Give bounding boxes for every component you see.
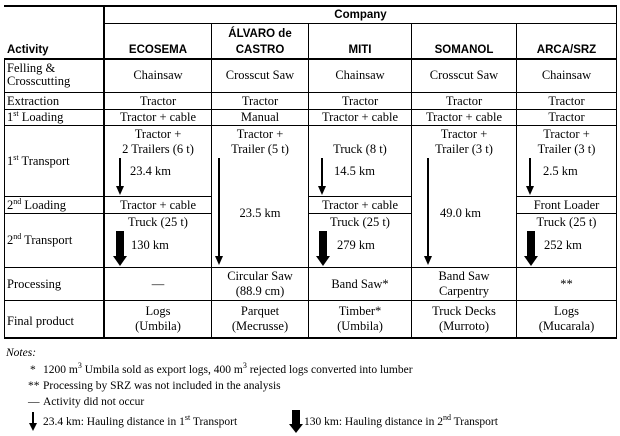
- note-star-mark: *: [30, 364, 36, 376]
- thick-down-arrow-icon: [524, 231, 538, 267]
- transport1-somanol-line2: Trailer (3 t): [435, 142, 493, 156]
- loading2-arca: Front Loader: [533, 198, 600, 212]
- final-somanol-line2: (Murroto): [439, 319, 489, 333]
- transport1-arca-distance: 2.5 km: [543, 164, 578, 178]
- row-rule-transport2: [308, 213, 411, 214]
- processing-miti: Band Saw*: [331, 277, 389, 291]
- company-miti: MITI: [348, 44, 372, 56]
- note-double-star-mark: **: [28, 380, 40, 392]
- processing-alvaro-line2: (88.9 cm): [235, 284, 285, 298]
- legend-thick-arrow-icon: [289, 410, 303, 434]
- activity-processing: Processing: [7, 277, 62, 291]
- transport1-alvaro-line1: Tractor +: [236, 127, 284, 141]
- company-alvaro-line2: CASTRO: [235, 44, 285, 56]
- processing-alvaro-line1: Circular Saw: [227, 269, 293, 283]
- processing-arca: **: [560, 277, 573, 291]
- thin-down-arrow-icon: [214, 158, 224, 266]
- felling-somanol: Crosscut Saw: [429, 68, 499, 82]
- transport2-ecosema-distance: 130 km: [131, 238, 169, 252]
- row-rule-transport2: [516, 213, 617, 214]
- row-rule: [4, 267, 617, 268]
- final-ecosema-line1: Logs: [145, 304, 171, 318]
- company-header: Company: [334, 9, 387, 21]
- thin-down-arrow-icon: [317, 158, 327, 196]
- felling-alvaro: Crosscut Saw: [225, 68, 295, 82]
- extraction-arca: Tractor: [548, 94, 585, 108]
- final-arca-line1: Logs: [554, 304, 579, 318]
- table-border-top: [4, 5, 617, 7]
- final-ecosema-line2: (Umbila): [135, 319, 181, 333]
- note-dash-text: Activity did not occur: [43, 396, 145, 408]
- row-rule-transport2: [4, 213, 211, 214]
- transport1-alvaro-line2: Trailer (5 t): [231, 142, 289, 156]
- legend-second-transport: 130 km: Hauling distance in 2nd Transport: [304, 413, 498, 428]
- extraction-alvaro: Tractor: [241, 94, 279, 108]
- final-alvaro-line1: Parquet: [240, 304, 280, 318]
- row-rule: [4, 300, 617, 301]
- activity-transport2: 2nd Transport: [7, 231, 73, 247]
- processing-somanol-line1: Band Saw: [438, 269, 490, 283]
- activity-transport1: 1st Transport: [7, 152, 70, 168]
- loading2-ecosema: Tractor + cable: [119, 198, 196, 212]
- activity-loading1: 1st Loading: [7, 108, 64, 124]
- legend-first-transport: 23.4 km: Hauling distance in 1st Transport: [43, 413, 238, 428]
- transport1-ecosema-line2: 2 Trailers (6 t): [122, 142, 194, 156]
- extraction-somanol: Tractor: [445, 94, 483, 108]
- transport1-ecosema-line1: Tractor +: [134, 127, 182, 141]
- transport2-arca-line1: Truck (25 t): [536, 215, 597, 229]
- activity-header: Activity: [7, 44, 49, 56]
- final-miti-line1: Timber*: [338, 304, 382, 318]
- activity-loading2: 2nd Loading: [7, 196, 67, 212]
- transport1-somanol-line1: Tractor +: [440, 127, 488, 141]
- row-rule: [4, 92, 617, 93]
- loading2-miti: Tractor + cable: [321, 198, 398, 212]
- row-rule-loading2: [308, 196, 411, 197]
- legend-thin-arrow-icon: [28, 412, 38, 432]
- loading1-ecosema: Tractor + cable: [119, 110, 196, 124]
- felling-ecosema: Chainsaw: [133, 68, 183, 82]
- final-miti-line2: (Umbila): [337, 319, 383, 333]
- company-ecosema: ECOSEMA: [128, 44, 188, 56]
- row-rule-loading2: [516, 196, 617, 197]
- transport2-somanol-distance: 49.0 km: [440, 206, 481, 220]
- table-border-bottom: [4, 337, 617, 339]
- transport2-ecosema-line1: Truck (25 t): [128, 215, 188, 229]
- company-header-rule: [104, 23, 617, 24]
- row-rule: [4, 125, 617, 126]
- transport1-ecosema-distance: 23.4 km: [130, 164, 171, 178]
- note-dash-mark: —: [28, 396, 40, 408]
- thin-down-arrow-icon: [525, 158, 535, 196]
- processing-ecosema: —: [151, 277, 165, 291]
- final-arca-line2: (Mucarala): [538, 319, 595, 333]
- transport1-arca-line1: Tractor +: [543, 127, 590, 141]
- transport2-miti-distance: 279 km: [337, 238, 375, 252]
- felling-miti: Chainsaw: [335, 68, 385, 82]
- thick-down-arrow-icon: [316, 231, 330, 267]
- row-rule-loading2: [4, 196, 211, 197]
- extraction-ecosema: Tractor: [139, 94, 177, 108]
- activity-final-product: Final product: [7, 314, 75, 328]
- felling-arca: Chainsaw: [541, 68, 592, 82]
- processing-somanol-line2: Carpentry: [439, 284, 489, 298]
- company-alvaro-line1: ÁLVARO de: [228, 28, 292, 40]
- header-rule: [4, 58, 617, 60]
- thick-down-arrow-icon: [113, 231, 127, 267]
- note-double-star-text: Processing by SRZ was not included in the analysis: [43, 380, 281, 392]
- loading1-arca: Tractor: [548, 110, 585, 124]
- process-table: [4, 5, 617, 339]
- company-somanol: SOMANOL: [434, 44, 494, 56]
- final-somanol-line1: Truck Decks: [432, 304, 496, 318]
- transport2-miti-line1: Truck (25 t): [330, 215, 390, 229]
- thin-down-arrow-icon: [423, 158, 433, 266]
- extraction-miti: Tractor: [341, 94, 379, 108]
- table-border-right: [616, 5, 617, 339]
- activity-extraction: Extraction: [7, 94, 60, 108]
- activity-crosscutting: Crosscutting: [7, 74, 71, 88]
- note-star-text: 1200 $m^3$ Umbila sold as export logs, 400 $m^3$ rejected logs converted into lumber: [43, 361, 413, 376]
- final-alvaro-line2: (Mecrusse): [231, 319, 289, 333]
- transport2-arca-distance: 252 km: [544, 238, 582, 252]
- transport1-arca-line2: Trailer (3 t): [537, 142, 596, 156]
- loading1-alvaro: Manual: [240, 110, 280, 124]
- notes-title: Notes:: [6, 347, 37, 359]
- company-arca: ARCA/SRZ: [536, 44, 597, 56]
- transport2-alvaro-distance: 23.5 km: [239, 206, 281, 220]
- thin-down-arrow-icon: [115, 158, 125, 196]
- activity-felling: Felling &: [7, 61, 56, 75]
- transport1-miti-line1: Truck (8 t): [333, 142, 387, 156]
- loading1-miti: Tractor + cable: [321, 110, 398, 124]
- loading1-somanol: Tractor + cable: [425, 110, 502, 124]
- table-border-left: [4, 59, 5, 339]
- transport1-miti-distance: 14.5 km: [334, 164, 375, 178]
